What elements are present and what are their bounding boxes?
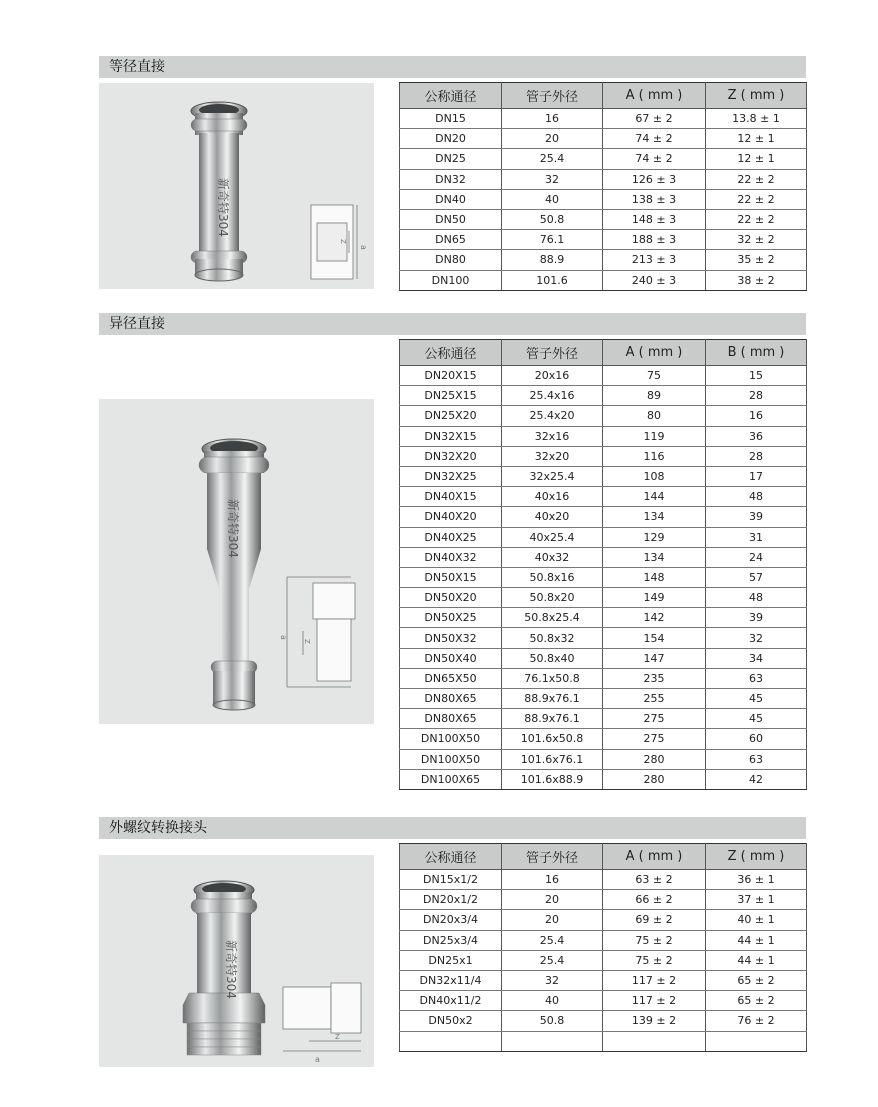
- table-row: [400, 608, 807, 628]
- cell: 16: [502, 109, 603, 129]
- cell: 17: [706, 466, 807, 486]
- cell: DN20X15: [400, 366, 502, 386]
- table-row: [400, 366, 807, 386]
- header-pipe-od: 管子外径: [502, 844, 603, 870]
- cell: 63: [706, 749, 807, 769]
- table-row: [400, 930, 807, 950]
- cell: 50.8x20: [502, 588, 603, 608]
- cell: 20x16: [502, 366, 603, 386]
- cell: [502, 1031, 603, 1051]
- cell: DN25x3/4: [400, 930, 502, 950]
- cell: 45: [706, 709, 807, 729]
- table-row: [400, 250, 807, 270]
- cell: 32: [502, 169, 603, 189]
- cell: DN32X25: [400, 466, 502, 486]
- table-row: [400, 129, 807, 149]
- cell: 37 ± 1: [706, 890, 807, 910]
- cell: DN65: [400, 230, 502, 250]
- cell: 88.9x76.1: [502, 709, 603, 729]
- cell: DN40X25: [400, 527, 502, 547]
- cell: 20: [502, 910, 603, 930]
- cell: 50.8x40: [502, 648, 603, 668]
- cell: 22 ± 2: [706, 189, 807, 209]
- cell: 88.9x76.1: [502, 689, 603, 709]
- header-nominal-size: 公称通径: [400, 844, 502, 870]
- cell: 39: [706, 507, 807, 527]
- cell: DN20x3/4: [400, 910, 502, 930]
- table-row: [400, 890, 807, 910]
- cell: 235: [603, 668, 706, 688]
- diagram-label-a: a: [359, 245, 368, 250]
- cell: 74 ± 2: [603, 129, 706, 149]
- cell: 88.9: [502, 250, 603, 270]
- cell: 275: [603, 709, 706, 729]
- cell: 101.6x88.9: [502, 769, 603, 789]
- cell: 63 ± 2: [603, 870, 706, 890]
- table-row: [400, 689, 807, 709]
- cell: DN40: [400, 189, 502, 209]
- cell: 117 ± 2: [603, 991, 706, 1011]
- cell: 36 ± 1: [706, 870, 807, 890]
- cell: 50.8x25.4: [502, 608, 603, 628]
- cell: 108: [603, 466, 706, 486]
- table-row: [400, 426, 807, 446]
- cell: [603, 1031, 706, 1051]
- cell: DN40X20: [400, 507, 502, 527]
- cell: DN32x11/4: [400, 970, 502, 990]
- section-title-equal-coupling: 等径直接: [99, 56, 806, 78]
- cell: 32x25.4: [502, 466, 603, 486]
- cell: 148 ± 3: [603, 209, 706, 229]
- cell: 255: [603, 689, 706, 709]
- cell: 40: [502, 189, 603, 209]
- cell: 57: [706, 567, 807, 587]
- table-header-row: [400, 844, 807, 870]
- cell: 22 ± 2: [706, 209, 807, 229]
- diagram-label-a: a: [315, 1055, 320, 1064]
- cell: 20: [502, 129, 603, 149]
- cell: DN25x1: [400, 950, 502, 970]
- cell: 42: [706, 769, 807, 789]
- cell: 65 ± 2: [706, 970, 807, 990]
- header-pipe-od: 管子外径: [502, 83, 603, 109]
- header-pipe-od: 管子外径: [502, 340, 603, 366]
- table-row: [400, 1031, 807, 1051]
- cell: 280: [603, 749, 706, 769]
- cell: 134: [603, 507, 706, 527]
- header-z: Z ( mm ): [706, 844, 807, 870]
- cell: 16: [502, 870, 603, 890]
- cell: 65 ± 2: [706, 991, 807, 1011]
- cell: 117 ± 2: [603, 970, 706, 990]
- cell: DN15: [400, 109, 502, 129]
- spec-table-reducing-coupling: [399, 339, 807, 790]
- table-row: [400, 487, 807, 507]
- cell: 40x32: [502, 547, 603, 567]
- product-photo-male-thread-adapter: [99, 855, 374, 1067]
- cell: 66 ± 2: [603, 890, 706, 910]
- cell: DN20: [400, 129, 502, 149]
- table-row: [400, 547, 807, 567]
- table-row: [400, 709, 807, 729]
- cell: 147: [603, 648, 706, 668]
- cell: 32 ± 2: [706, 230, 807, 250]
- cell: 12 ± 1: [706, 129, 807, 149]
- cell: 50.8: [502, 209, 603, 229]
- cell: 139 ± 2: [603, 1011, 706, 1031]
- cell: DN80: [400, 250, 502, 270]
- cell: 24: [706, 547, 807, 567]
- diagram-label-z: Z: [335, 1033, 340, 1041]
- cell: 148: [603, 567, 706, 587]
- cell: 80: [603, 406, 706, 426]
- cell: 25.4: [502, 149, 603, 169]
- cell: 40x16: [502, 487, 603, 507]
- table-row: [400, 991, 807, 1011]
- cell: 32: [502, 970, 603, 990]
- table-row: [400, 466, 807, 486]
- cell: DN100X50: [400, 749, 502, 769]
- cell: DN65X50: [400, 668, 502, 688]
- product-marking: 新奇特304: [216, 178, 230, 237]
- cell: 60: [706, 729, 807, 749]
- cell: DN100X50: [400, 729, 502, 749]
- cell: 15: [706, 366, 807, 386]
- table-row: [400, 109, 807, 129]
- table-row: [400, 507, 807, 527]
- cell: DN50X15: [400, 567, 502, 587]
- table-row: [400, 910, 807, 930]
- cell: DN50: [400, 209, 502, 229]
- spec-table-male-thread-adapter: [399, 843, 807, 1052]
- table-row: [400, 668, 807, 688]
- cell: DN100: [400, 270, 502, 290]
- diagram-label-a: a: [279, 635, 288, 640]
- cell: 45: [706, 689, 807, 709]
- product-marking: 新奇特304: [224, 940, 238, 999]
- cell: DN100X65: [400, 769, 502, 789]
- header-a: A ( mm ): [603, 340, 706, 366]
- cell: 13.8 ± 1: [706, 109, 807, 129]
- table-row: [400, 230, 807, 250]
- cell: DN50X20: [400, 588, 502, 608]
- dimension-diagram-reducing: [287, 577, 355, 687]
- cell: DN40X32: [400, 547, 502, 567]
- cell: 74 ± 2: [603, 149, 706, 169]
- table-row: [400, 729, 807, 749]
- table-row: [400, 270, 807, 290]
- header-nominal-size: 公称通径: [400, 83, 502, 109]
- table-row: [400, 446, 807, 466]
- table-row: [400, 749, 807, 769]
- table-row: [400, 406, 807, 426]
- cell: DN50X25: [400, 608, 502, 628]
- cell: DN15x1/2: [400, 870, 502, 890]
- cell: [400, 1031, 502, 1051]
- cell: 89: [603, 386, 706, 406]
- cell: 76.1x50.8: [502, 668, 603, 688]
- cell: 35 ± 2: [706, 250, 807, 270]
- header-nominal-size: 公称通径: [400, 340, 502, 366]
- cell: 48: [706, 588, 807, 608]
- cell: 101.6x76.1: [502, 749, 603, 769]
- cell: 144: [603, 487, 706, 507]
- table-row: [400, 386, 807, 406]
- cell: 28: [706, 446, 807, 466]
- cell: 76.1: [502, 230, 603, 250]
- cell: 31: [706, 527, 807, 547]
- cell: 40: [502, 991, 603, 1011]
- cell: 50.8x16: [502, 567, 603, 587]
- cell: 101.6: [502, 270, 603, 290]
- cell: 75 ± 2: [603, 930, 706, 950]
- cell: 38 ± 2: [706, 270, 807, 290]
- cell: 40x25.4: [502, 527, 603, 547]
- cell: DN80X65: [400, 709, 502, 729]
- table-row: [400, 769, 807, 789]
- cell: 240 ± 3: [603, 270, 706, 290]
- cell: 142: [603, 608, 706, 628]
- cell: DN50X40: [400, 648, 502, 668]
- cell: 32: [706, 628, 807, 648]
- cell: 134: [603, 547, 706, 567]
- cell: 69 ± 2: [603, 910, 706, 930]
- cell: 275: [603, 729, 706, 749]
- section-title-reducing-coupling: 异径直接: [99, 313, 806, 335]
- cell: 138 ± 3: [603, 189, 706, 209]
- cell: 12 ± 1: [706, 149, 807, 169]
- cell: 149: [603, 588, 706, 608]
- table-row: [400, 648, 807, 668]
- cell: 129: [603, 527, 706, 547]
- cell: 44 ± 1: [706, 930, 807, 950]
- cell: DN50X32: [400, 628, 502, 648]
- cell: 32x20: [502, 446, 603, 466]
- table-row: [400, 950, 807, 970]
- cell: 126 ± 3: [603, 169, 706, 189]
- cell: DN32X15: [400, 426, 502, 446]
- cell: 25.4: [502, 930, 603, 950]
- table-row: [400, 567, 807, 587]
- cell: DN40X15: [400, 487, 502, 507]
- cell: DN50x2: [400, 1011, 502, 1031]
- table-row: [400, 628, 807, 648]
- dimension-diagram-equal: [311, 205, 357, 279]
- table-row: [400, 149, 807, 169]
- cell: 101.6x50.8: [502, 729, 603, 749]
- cell: 50.8x32: [502, 628, 603, 648]
- cell: 20: [502, 890, 603, 910]
- table-row: [400, 189, 807, 209]
- cell: 32x16: [502, 426, 603, 446]
- cell: DN20x1/2: [400, 890, 502, 910]
- cell: 119: [603, 426, 706, 446]
- cell: DN25: [400, 149, 502, 169]
- cell: 22 ± 2: [706, 169, 807, 189]
- table-row: [400, 870, 807, 890]
- cell: 16: [706, 406, 807, 426]
- header-a: A ( mm ): [603, 844, 706, 870]
- cell: 48: [706, 487, 807, 507]
- cell: 75 ± 2: [603, 950, 706, 970]
- cell: 213 ± 3: [603, 250, 706, 270]
- header-b: B ( mm ): [706, 340, 807, 366]
- cell: DN25X15: [400, 386, 502, 406]
- cell: 188 ± 3: [603, 230, 706, 250]
- product-marking: 新奇特304: [226, 499, 240, 558]
- cell: DN32X20: [400, 446, 502, 466]
- header-a: A ( mm ): [603, 83, 706, 109]
- cell: 25.4x16: [502, 386, 603, 406]
- table-row: [400, 588, 807, 608]
- diagram-label-z: Z: [303, 639, 311, 644]
- cell: 25.4x20: [502, 406, 603, 426]
- cell: 40 ± 1: [706, 910, 807, 930]
- cell: 40x20: [502, 507, 603, 527]
- table-row: [400, 209, 807, 229]
- product-photo-equal-coupling: [99, 83, 374, 289]
- cell: 116: [603, 446, 706, 466]
- cell: 44 ± 1: [706, 950, 807, 970]
- cell: 36: [706, 426, 807, 446]
- cell: [706, 1031, 807, 1051]
- cell: DN80X65: [400, 689, 502, 709]
- cell: DN40x11/2: [400, 991, 502, 1011]
- cell: DN32: [400, 169, 502, 189]
- cell: DN25X20: [400, 406, 502, 426]
- table-row: [400, 1011, 807, 1031]
- header-z: Z ( mm ): [706, 83, 807, 109]
- section-title-male-thread-adapter: 外螺纹转换接头: [99, 817, 806, 839]
- product-photo-reducing-coupling: [99, 399, 374, 724]
- cell: 67 ± 2: [603, 109, 706, 129]
- cell: 76 ± 2: [706, 1011, 807, 1031]
- dimension-diagram-thread: [283, 983, 361, 1051]
- table-header-row: [400, 83, 807, 109]
- cell: 50.8: [502, 1011, 603, 1031]
- table-row: [400, 970, 807, 990]
- diagram-label-z: Z: [339, 239, 347, 244]
- cell: 25.4: [502, 950, 603, 970]
- table-row: [400, 527, 807, 547]
- cell: 75: [603, 366, 706, 386]
- cell: 39: [706, 608, 807, 628]
- cell: 34: [706, 648, 807, 668]
- cell: 63: [706, 668, 807, 688]
- cell: 28: [706, 386, 807, 406]
- cell: 280: [603, 769, 706, 789]
- spec-table-equal-coupling: [399, 82, 807, 291]
- table-row: [400, 169, 807, 189]
- table-header-row: [400, 340, 807, 366]
- cell: 154: [603, 628, 706, 648]
